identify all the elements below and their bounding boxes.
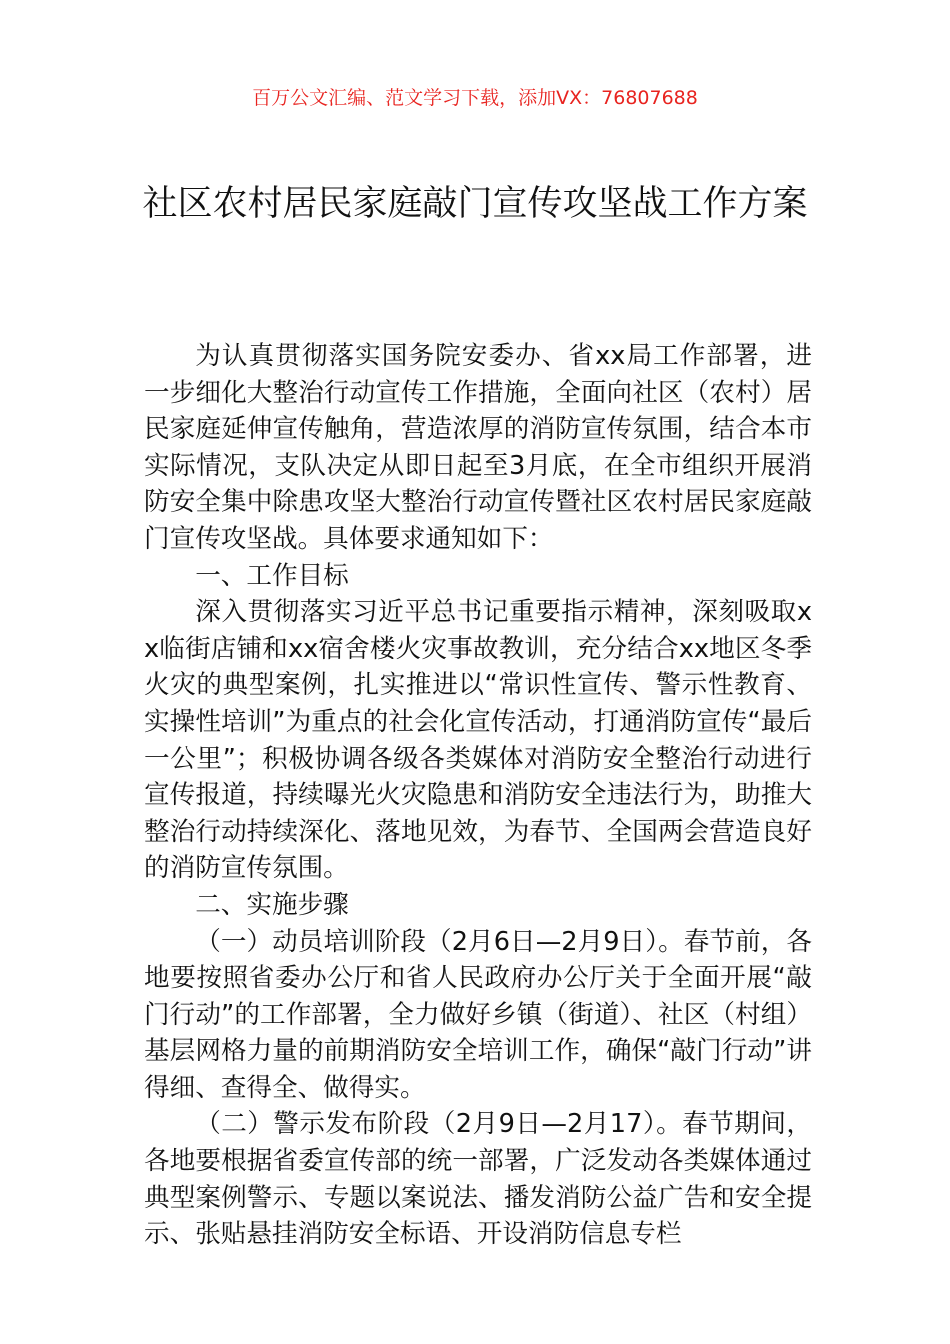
header-note: 百万公文汇编、范文学习下载，添加VX：76807688 xyxy=(252,87,698,109)
section-heading-steps: 二、实施步骤 xyxy=(195,889,349,920)
step-one-paragraph: （一）动员培训阶段（2月6日—2月9日）。春节前，各地要按照省委办公厅和省人民政府办公厅关于全面开展“敲门行动”的工作部署，全力做好乡镇（街道）、社区（村组）基层网格力量的前期消防安全培训工作，确保“敲门行动”讲得细、查得全、做得实。 xyxy=(144,926,812,1103)
step-two-paragraph: （二）警示发布阶段（2月9日—2月17）。春节期间，各地要根据省委宣传部的统一部署，广泛发动各类媒体通过典型案例警示、专题以案说法、播发消防公益广告和安全提示、张贴悬挂消防安全标语、开设消防信息专栏 xyxy=(144,1109,812,1250)
section-heading-goals: 一、工作目标 xyxy=(195,560,349,591)
document-title: 社区农村居民家庭敲门宣传攻坚战工作方案 xyxy=(142,184,808,224)
goals-paragraph: 深入贯彻落实习近平总书记重要指示精神，深刻吸取xx临街店铺和xx宿舍楼火灾事故教训，充分结合xx地区冬季火灾的典型案例，扎实推进以“常识性宣传、警示性教育、实操性培训”为重点的社会化宣传活动，打通消防宣传“最后一公里”；积极协调各级各类媒体对消防安全整治行动进行宣传报道，持续曝光火灾隐患和消防安全违法行为，助推大整治行动持续深化、落地见效，为春节、全国两会营造良好的消防宣传氛围。 xyxy=(144,597,812,884)
intro-paragraph: 为认真贯彻落实国务院安委办、省xx局工作部署，进一步细化大整治行动宣传工作措施，全面向社区（农村）居民家庭延伸宣传触角，营造浓厚的消防宣传氛围，结合本市实际情况，支队决定从即日起至3月底，在全市组织开展消防安全集中除患攻坚大整治行动宣传暨社区农村居民家庭敲门宣传攻坚战。具体要求通知如下： xyxy=(144,341,812,554)
document-body xyxy=(144,338,812,1253)
